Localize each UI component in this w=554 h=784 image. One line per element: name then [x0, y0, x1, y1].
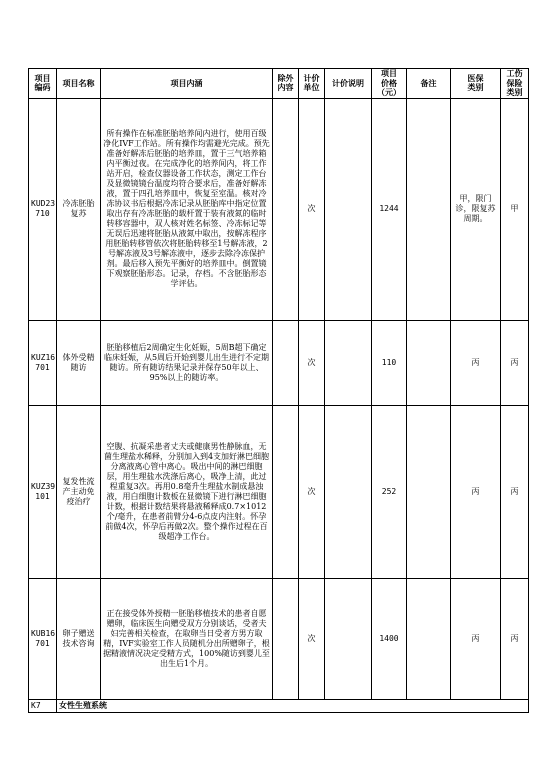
row-pricing-note [325, 405, 372, 578]
row-excluded [273, 405, 299, 578]
row-content: 正在接受体外授精一胚胎移植技术的患者自愿赠卵，临床医生向赠受双方分别谈话，受者夫妇完善相关检查，在取卵当日受者方男方取精，IVF实验室工作人员随机分出所赠卵子，根据精液情况决定受精方式，100%随访到婴儿至出生后1个月。 [101, 578, 273, 699]
row-injury-insurance: 丙 [501, 578, 529, 699]
row-excluded [273, 320, 299, 405]
header-row [29, 69, 529, 99]
row-injury-insurance: 丙 [501, 320, 529, 405]
fee-schedule-table [28, 68, 529, 713]
row-code: KUZ39 101 [29, 405, 57, 578]
row-excluded [273, 578, 299, 699]
row-unit: 次 [299, 98, 325, 320]
row-code: KUZ16 701 [29, 320, 57, 405]
row-remark [407, 320, 451, 405]
header-insurance: 医保 类别 [451, 69, 501, 99]
row-price: 110 [372, 320, 407, 405]
header-pricing-note: 计价说明 [325, 69, 372, 99]
row-price: 1244 [372, 98, 407, 320]
row-pricing-note [325, 98, 372, 320]
row-injury-insurance: 丙 [501, 405, 529, 578]
row-content: 胚胎移植后2周确定生化妊娠，5周B超下确定临床妊娠，从5周后开始到婴儿出生进行不定期随访。所有随访结果记录并保存50年以上、95%以上的随访率。 [101, 320, 273, 405]
header-unit: 计价 单位 [299, 69, 325, 99]
row-name: 复发性流 产主动免 疫治疗 [57, 405, 101, 578]
row-code: KUD23 710 [29, 98, 57, 320]
row-content: 所有操作在标准胚胎培养间内进行，使用百级净化IVF工作站。所有操作均需避光完成。预先准备好解冻后胚胎的培养皿，置于三气培养箱内平衡过夜。在完成净化的培养间内，将工作站开启，检查仪器设备工作状态，测定工作台及显微镜镜台温度均符合要求后，准备好解冻液，置于四孔培养皿中，恢复至室温。核对冷冻协议书后根据冷冻记录从胚胎库中指定位置取出存有冷冻胚胎的载杆置于装有液氮的临时转移容器中，双人核对姓名标签、冷冻标记等无误后迅速将胚胎从液氮中取出，按解冻程序用胚胎转移管依次将胚胎转移至1号解冻液，2号解冻液及3号解冻液中，逐步去除冷冻保护剂。最后移入预先平衡好的培养皿中。倒置镜下观察胚胎形态。记录，存档。不含胚胎形态学评估。 [101, 98, 273, 320]
header-excluded: 除外 内容 [273, 69, 299, 99]
row-name: 体外受精 随访 [57, 320, 101, 405]
table-row [29, 98, 529, 320]
row-unit: 次 [299, 405, 325, 578]
row-unit: 次 [299, 578, 325, 699]
row-pricing-note [325, 320, 372, 405]
row-pricing-note [325, 578, 372, 699]
row-price: 1400 [372, 578, 407, 699]
row-content: 空腹、抗凝采患者丈夫或健康男性静脉血，无菌生理盐水稀释，分别加入到4支加好淋巴细胞分离液离心管中离心。吸出中间的淋巴细胞层，用生理盐水洗涤后离心，吸净上清，此过程重复3次。再用0.8毫升生理盐水制成悬浊液，用白细胞计数板在显微镜下进行淋巴细胞计数，根据计数结果将悬液稀释成0.7×1012个/毫升，在患者前臂分4-6点皮内注射。怀孕前做4次，怀孕后再做2次。整个操作过程在百级超净工作台。 [101, 405, 273, 578]
table-row [29, 320, 529, 405]
row-code: KUB16 701 [29, 578, 57, 699]
header-injury-insurance: 工伤 保险 类别 [501, 69, 529, 99]
row-name: 冷冻胚胎 复苏 [57, 98, 101, 320]
section-code: K7 [29, 699, 57, 712]
header-content: 项目内涵 [101, 69, 273, 99]
row-insurance: 甲，限门诊，限复苏周期。 [451, 98, 501, 320]
header-name: 项目名称 [57, 69, 101, 99]
row-injury-insurance: 甲 [501, 98, 529, 320]
row-remark [407, 405, 451, 578]
row-insurance: 丙 [451, 405, 501, 578]
row-remark [407, 578, 451, 699]
header-code: 项目 编码 [29, 69, 57, 99]
section-row [29, 699, 529, 712]
table-row [29, 578, 529, 699]
row-remark [407, 98, 451, 320]
table-row [29, 405, 529, 578]
row-price: 252 [372, 405, 407, 578]
row-insurance: 丙 [451, 320, 501, 405]
header-price: 项目 价格 （元） [372, 69, 407, 99]
row-insurance: 丙 [451, 578, 501, 699]
section-title: 女性生殖系统 [57, 699, 529, 712]
header-remark: 备注 [407, 69, 451, 99]
row-name: 卵子赠送 技术咨询 [57, 578, 101, 699]
row-unit: 次 [299, 320, 325, 405]
row-excluded [273, 98, 299, 320]
